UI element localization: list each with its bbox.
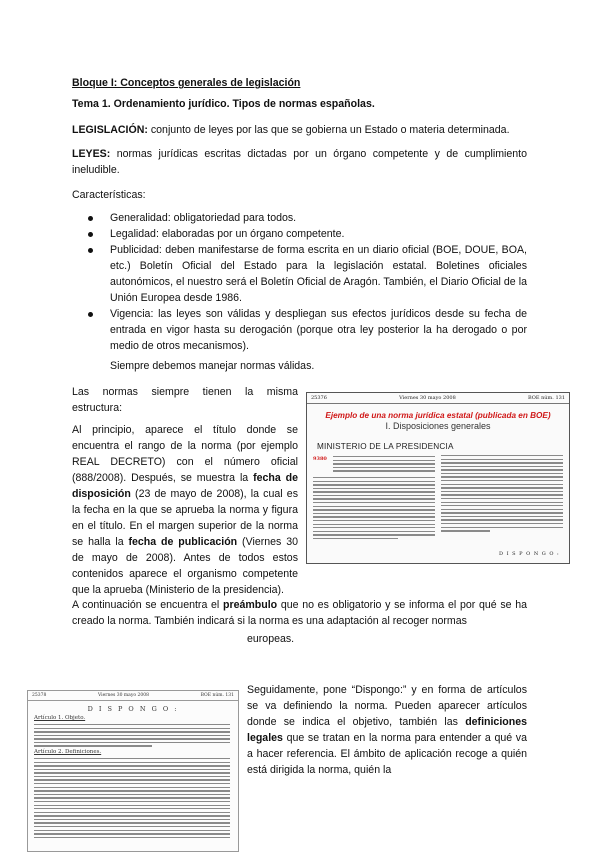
scan-ministry: MINISTERIO DE LA PRESIDENCIA: [317, 442, 454, 451]
preambulo-continuation: europeas.: [247, 633, 295, 645]
scan-text-lines: [34, 758, 230, 840]
bullet-icon: [88, 216, 93, 221]
scan-text-lines: [441, 455, 563, 534]
list-item: Publicidad: deben manifestarse de forma escrita en un diario oficial (BOE, DOUE, BOA, etc.) Boletín Oficial del Estado para la legislación estatal. Boletines oficiales autonómicos, el nuestro será el Boletín Oficial de Aragón. También, el Diario Oficial de la Unión Europea desde 1986.: [110, 242, 527, 306]
seguidamente-paragraph: Seguidamente, pone “Dispongo:” y en forma de artículos se va definiendo la norma. Pueden aparecer artículos donde se indica el objetivo, también las definiciones legales que se tratan en la norma para entender a qué va a hacer referencia. El ámbito de aplicación recoge a quién está dirigida la norma, quién la: [247, 684, 527, 776]
scan-section-title: I. Disposiciones generales: [385, 421, 491, 431]
scan-text-lines: [313, 477, 435, 541]
scan-text-lines: [333, 456, 435, 474]
caracteristicas-list: [110, 210, 527, 354]
preambulo-paragraph: A continuación se encuentra el preámbulo que no es obligatorio y se informa el por qué se ha creado la norma. También indicará si la norma es una adaptación al recoger normas: [72, 599, 527, 627]
siempre-note: Siempre debemos manejar normas válidas.: [110, 360, 315, 372]
legislacion-definition: [72, 122, 527, 138]
scan-dispongo-heading: D I S P O N G O :: [87, 705, 179, 713]
leyes-definition: [72, 146, 527, 178]
boe-example-image: [306, 392, 570, 564]
caracteristicas-label: Características:: [72, 189, 146, 201]
block-title: Bloque I: Conceptos generales de legislación: [72, 77, 301, 89]
scan-text-lines: [34, 724, 230, 749]
estructura-intro: Las normas siempre tienen la misma estructura:: [72, 386, 298, 414]
scan-header: 25378 Viernes 30 mayo 2008 BOE núm. 131: [28, 691, 238, 701]
scan-article-2: Artículo 2. Definiciones.: [34, 749, 102, 755]
scan-red-title: Ejemplo de una norma jurídica estatal (publicada en BOE): [325, 411, 551, 420]
scan-article-1: Artículo 1. Objeto.: [34, 715, 86, 721]
leyes-text: normas jurídicas escritas dictadas por un órgano competente y de cumplimiento ineludible.: [72, 148, 527, 176]
list-item: Legalidad: elaboradas por un órgano competente.: [110, 226, 527, 242]
list-item: Vigencia: las leyes son válidas y despliegan sus efectos jurídicos desde su fecha de entrada en vigor hasta su derogación (porque otra ley posterior la ha derogado o por medio de otros mecanismos).: [110, 306, 527, 354]
legislacion-text: conjunto de leyes por las que se gobierna un Estado o materia determinada.: [147, 124, 510, 136]
dispongo-example-image: [27, 690, 239, 852]
scan-dispongo: D I S P O N G O :: [499, 551, 560, 557]
bullet-icon: [88, 248, 93, 253]
bullet-icon: [88, 312, 93, 317]
principio-paragraph: Al principio, aparece el título donde se encuentra el rango de la norma (por ejemplo REAL DECRETO) con el número oficial (888/2008). Después, se muestra la fecha de disposición (23 de mayo de 2008), la cual es la fecha en la que se aprueba la norma y figura en el título. En el margen superior de la norma se halla la fecha de publicación (Viernes 30 de mayo de 2008). Antes de todos estos contenidos aparece el organismo competente que la aprueba (Ministerio de la presidencia).: [72, 424, 299, 596]
leyes-term: LEYES:: [72, 148, 111, 160]
scan-number: 9380: [313, 456, 327, 462]
tema-title: Tema 1. Ordenamiento jurídico. Tipos de normas españolas.: [72, 98, 375, 110]
scan-header: 25376 Viernes 30 mayo 2008 BOE núm. 131: [307, 393, 569, 404]
list-item: Generalidad: obligatoriedad para todos.: [110, 210, 527, 226]
bullet-icon: [88, 232, 93, 237]
legislacion-term: LEGISLACIÓN:: [72, 124, 148, 136]
